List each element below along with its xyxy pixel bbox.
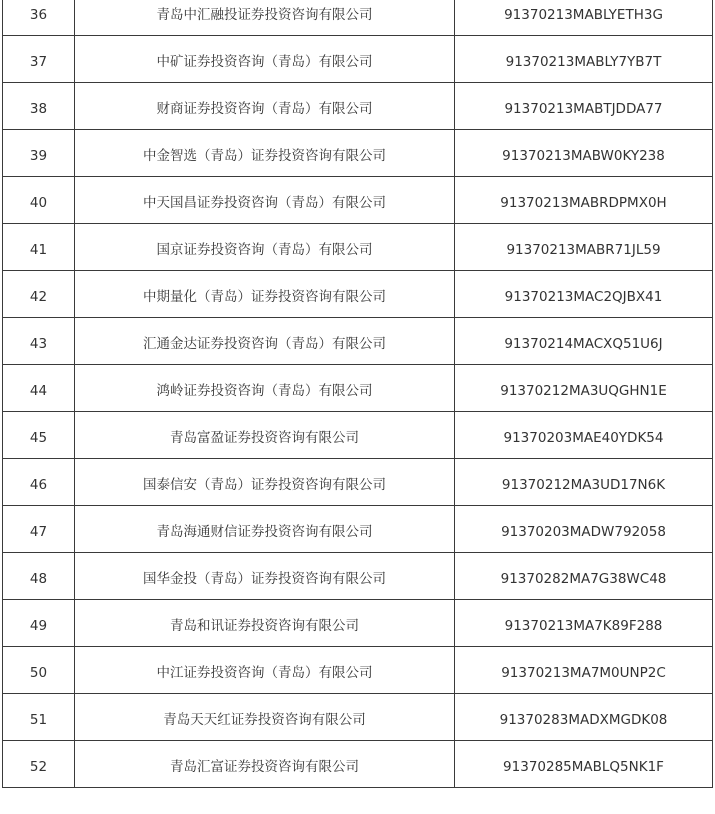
table-row (3, 0, 713, 36)
table-row (3, 600, 713, 647)
table-row (3, 318, 713, 365)
company-name-cell (75, 177, 455, 224)
credit-code-cell (455, 600, 713, 647)
credit-code-cell (455, 318, 713, 365)
company-name-cell (75, 694, 455, 741)
company-name-cell (75, 647, 455, 694)
row-number-text: 48 (29, 571, 48, 587)
row-number-cell (3, 271, 75, 318)
credit-code-cell (455, 130, 713, 177)
credit-code-text: 91370213MABW0KY238 (502, 148, 665, 164)
table-row (3, 506, 713, 553)
credit-code-text: 91370212MA3UD17N6K (501, 477, 666, 493)
credit-code-cell (455, 0, 713, 36)
credit-code-text: 91370285MABLQ5NK1F (503, 759, 664, 775)
credit-code-text: 91370213MABLY7YB7T (505, 54, 662, 70)
company-name-cell (75, 224, 455, 271)
row-number-text: 45 (29, 430, 48, 446)
table-row (3, 83, 713, 130)
row-number-cell (3, 459, 75, 506)
table-row (3, 365, 713, 412)
table-row (3, 459, 713, 506)
company-table (2, 0, 713, 788)
credit-code-text: 91370213MAC2QJBX41 (504, 289, 663, 305)
row-number-text: 51 (29, 712, 48, 728)
credit-code-text: 91370203MADW792058 (501, 524, 666, 540)
credit-code-cell (455, 365, 713, 412)
table-row (3, 177, 713, 224)
row-number-cell (3, 36, 75, 83)
row-number-text: 42 (29, 289, 48, 305)
company-name-cell (75, 0, 455, 36)
table-row (3, 130, 713, 177)
table-row (3, 36, 713, 83)
credit-code-text: 91370283MADXMGDK08 (499, 712, 668, 728)
row-number-text: 44 (29, 383, 48, 399)
row-number-cell (3, 741, 75, 788)
company-name-cell (75, 318, 455, 365)
credit-code-text: 91370213MABR71JL59 (506, 242, 661, 258)
credit-code-text: 91370214MACXQ51U6J (504, 336, 663, 352)
row-number-text: 38 (29, 101, 48, 117)
row-number-cell (3, 83, 75, 130)
row-number-cell (3, 365, 75, 412)
company-name-text: 青岛海通财信证券投资咨询有限公司 (156, 524, 373, 540)
company-name-cell (75, 506, 455, 553)
credit-code-text: 91370213MA7M0UNP2C (501, 665, 666, 681)
row-number-text: 41 (29, 242, 48, 258)
row-number-cell (3, 553, 75, 600)
table-body (3, 0, 713, 788)
credit-code-text: 91370282MA7G38WC48 (500, 571, 667, 587)
row-number-cell (3, 0, 75, 36)
company-name-cell (75, 130, 455, 177)
company-name-cell (75, 365, 455, 412)
row-number-text: 36 (29, 7, 48, 23)
company-name-cell (75, 83, 455, 130)
row-number-cell (3, 694, 75, 741)
row-number-cell (3, 506, 75, 553)
credit-code-text: 91370203MAE40YDK54 (503, 430, 664, 446)
table-row (3, 224, 713, 271)
company-name-text: 青岛中汇融投证券投资咨询有限公司 (156, 7, 373, 23)
credit-code-cell (455, 83, 713, 130)
credit-code-cell (455, 412, 713, 459)
credit-code-cell (455, 694, 713, 741)
credit-code-cell (455, 459, 713, 506)
row-number-cell (3, 647, 75, 694)
row-number-cell (3, 600, 75, 647)
table-row (3, 741, 713, 788)
company-name-text: 鸿岭证券投资咨询（青岛）有限公司 (156, 383, 373, 399)
row-number-cell (3, 412, 75, 459)
credit-code-cell (455, 177, 713, 224)
row-number-text: 43 (29, 336, 48, 352)
company-name-text: 中金智选（青岛）证券投资咨询有限公司 (143, 148, 386, 164)
table-row (3, 694, 713, 741)
company-name-text: 青岛汇富证券投资咨询有限公司 (170, 759, 359, 775)
company-name-cell (75, 459, 455, 506)
row-number-text: 37 (29, 54, 48, 70)
company-name-cell (75, 741, 455, 788)
row-number-text: 39 (29, 148, 48, 164)
company-name-text: 青岛和讯证券投资咨询有限公司 (170, 618, 359, 634)
company-name-text: 青岛富盈证券投资咨询有限公司 (170, 430, 359, 446)
row-number-cell (3, 177, 75, 224)
credit-code-text: 91370213MABRDPMX0H (500, 195, 667, 211)
company-name-text: 中天国昌证券投资咨询（青岛）有限公司 (143, 195, 386, 211)
company-name-text: 汇通金达证券投资咨询（青岛）有限公司 (143, 336, 386, 352)
row-number-cell (3, 224, 75, 271)
credit-code-cell (455, 741, 713, 788)
row-number-text: 50 (29, 665, 48, 681)
row-number-text: 40 (29, 195, 48, 211)
table-row (3, 412, 713, 459)
table-row (3, 553, 713, 600)
company-name-cell (75, 553, 455, 600)
company-name-text: 中矿证券投资咨询（青岛）有限公司 (156, 54, 373, 70)
company-name-cell (75, 36, 455, 83)
row-number-text: 47 (29, 524, 48, 540)
company-name-cell (75, 600, 455, 647)
credit-code-text: 91370212MA3UQGHN1E (500, 383, 667, 399)
row-number-cell (3, 318, 75, 365)
company-name-text: 国泰信安（青岛）证券投资咨询有限公司 (143, 477, 386, 493)
row-number-text: 49 (29, 618, 48, 634)
credit-code-cell (455, 224, 713, 271)
credit-code-cell (455, 647, 713, 694)
company-name-text: 国华金投（青岛）证券投资咨询有限公司 (143, 571, 386, 587)
row-number-text: 52 (29, 759, 48, 775)
credit-code-text: 91370213MABTJDDA77 (504, 101, 663, 117)
row-number-text: 46 (29, 477, 48, 493)
company-name-text: 财商证券投资咨询（青岛）有限公司 (156, 101, 373, 117)
company-name-text: 国京证券投资咨询（青岛）有限公司 (156, 242, 373, 258)
credit-code-cell (455, 36, 713, 83)
company-name-text: 青岛天天红证券投资咨询有限公司 (163, 712, 366, 728)
table-row (3, 271, 713, 318)
credit-code-text: 91370213MA7K89F288 (504, 618, 663, 634)
credit-code-text: 91370213MABLYETH3G (504, 7, 663, 23)
credit-code-cell (455, 271, 713, 318)
credit-code-cell (455, 506, 713, 553)
company-name-cell (75, 271, 455, 318)
table-row (3, 647, 713, 694)
company-name-cell (75, 412, 455, 459)
company-name-text: 中江证券投资咨询（青岛）有限公司 (156, 665, 373, 681)
company-name-text: 中期量化（青岛）证券投资咨询有限公司 (143, 289, 386, 305)
credit-code-cell (455, 553, 713, 600)
row-number-cell (3, 130, 75, 177)
